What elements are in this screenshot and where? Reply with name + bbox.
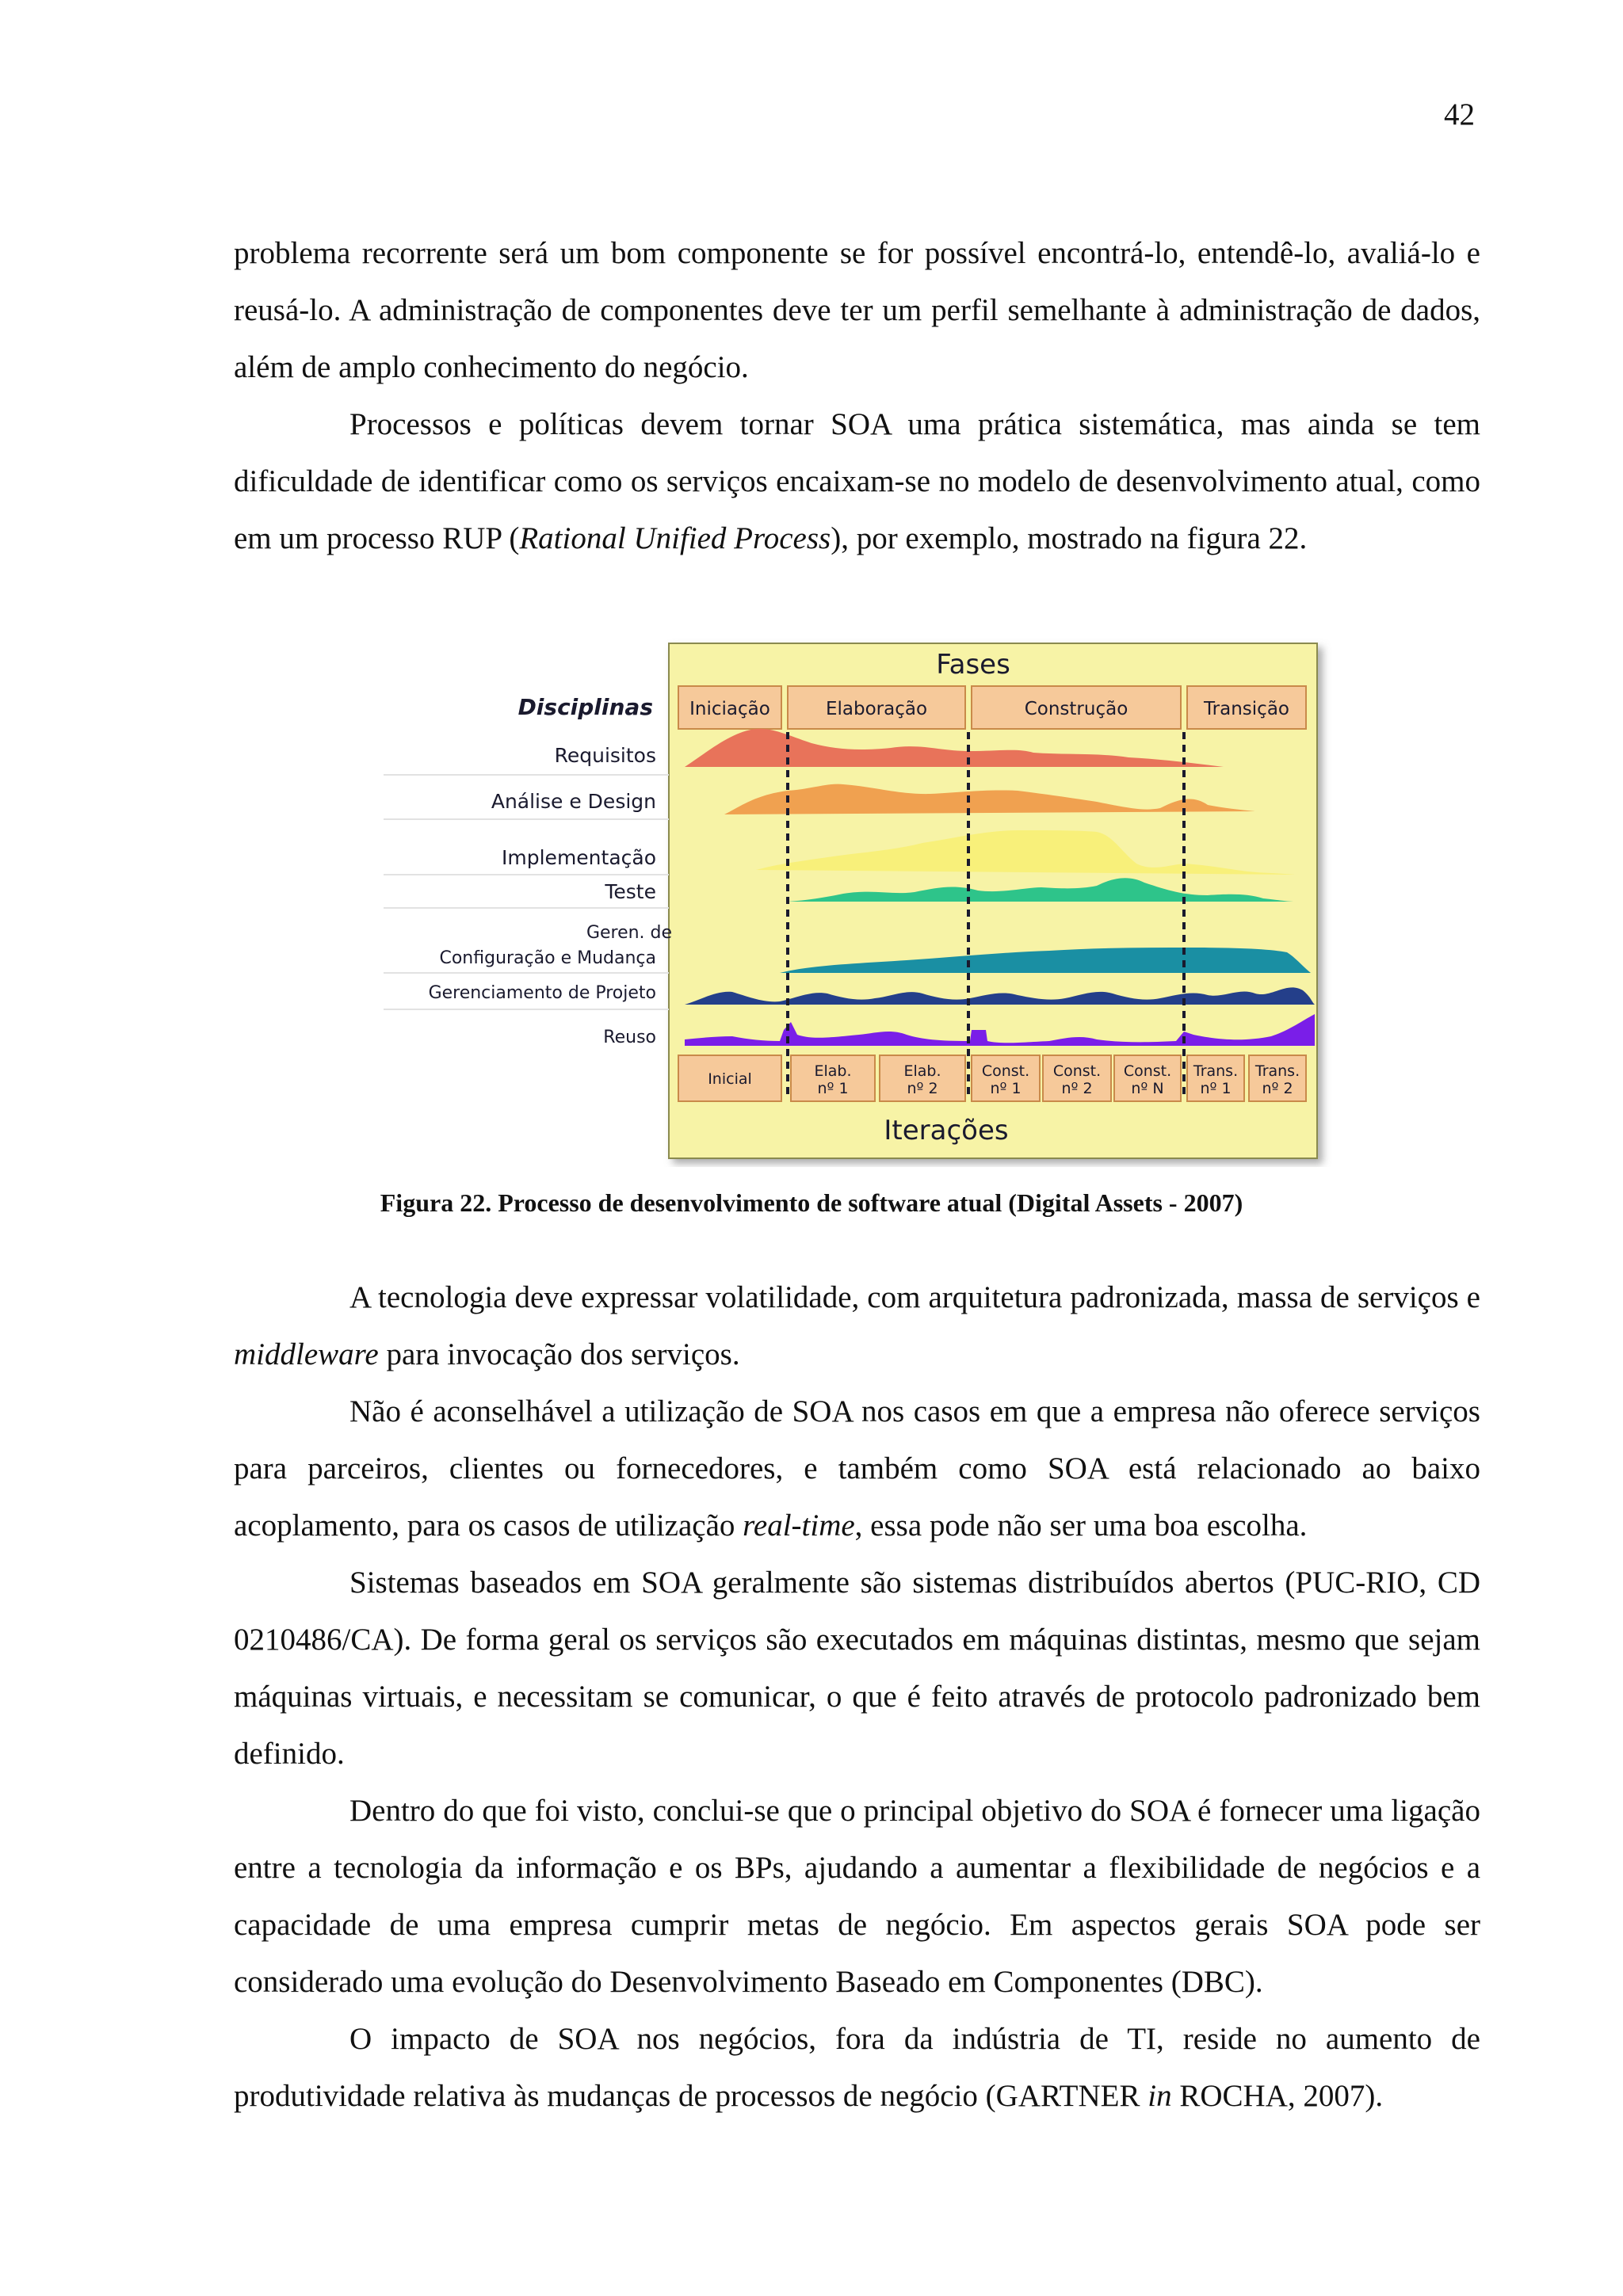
phase-label: Iniciação	[689, 699, 770, 719]
iteration-label: nº 2	[907, 1080, 938, 1097]
paragraph-7	[234, 2011, 1480, 2125]
discipline-label-gerenciamento-config-2: Configuração e Mudança	[439, 948, 656, 968]
paragraph-6: Dentro do que foi visto, conclui-se que o principal objetivo do SOA é fornecer uma ligação entre a tecnologia da informação e os BPs, ajudando a aumentar a flexibilidade de negócios e a capacidade de uma empresa cumprir metas de negócio. Em aspectos gerais SOA pode ser considerado uma evolução do Desenvolvimento Baseado em Componentes (DBC).	[234, 1794, 1480, 1999]
paragraph-4-italic: real-time	[743, 1508, 855, 1543]
figure-rup-diagram	[384, 632, 1335, 1167]
paragraph-3	[234, 1269, 1480, 1383]
discipline-label-teste: Teste	[605, 880, 656, 903]
paragraph-7-text-a: O impacto de SOA nos negócios, fora da indústria de TI, reside no aumento de produtividade relativa às mudanças de processos de negócio (GARTNER	[234, 2022, 1480, 2113]
phase-boxes	[678, 686, 1306, 729]
iteration-label: Const.	[1123, 1062, 1172, 1080]
phase-label: Construção	[1024, 699, 1128, 719]
discipline-label-implementacao: Implementação	[502, 846, 656, 869]
discipline-label-gerenciamento-config-1: Geren. de	[586, 923, 673, 943]
fases-title: Fases	[936, 649, 1010, 681]
iteration-label: nº N	[1131, 1080, 1164, 1097]
iteration-label: nº 2	[1262, 1080, 1293, 1097]
iteration-label: nº 1	[817, 1080, 849, 1097]
iteration-label: nº 1	[990, 1080, 1022, 1097]
paragraph-5: Sistemas baseados em SOA geralmente são sistemas distribuídos abertos (PUC-RIO, CD 0210486/CA). De forma geral os serviços são executados em máquinas distintas, mesmo que sejam máquinas virtuais, e necessitam se comunicar, o que é feito através de protocolo padronizado bem definido.	[234, 1566, 1480, 1771]
paragraph-7-text-c: ROCHA, 2007).	[1171, 2079, 1384, 2113]
phase-label: Elaboração	[825, 699, 928, 719]
paragraph-3-italic: middleware	[234, 1337, 379, 1371]
iteration-label: Inicial	[708, 1070, 752, 1088]
iteration-label: nº 1	[1200, 1080, 1232, 1097]
paragraph-4-text-a: Não é aconselhável a utilização de SOA nos casos em que a empresa não oferece serviços para parceiros, clientes ou fornecedores, e também como SOA está relacionado ao baixo acoplamento, para os casos de utilização	[234, 1394, 1480, 1543]
disciplinas-title: Disciplinas	[517, 694, 653, 720]
iteration-label: Elab.	[903, 1062, 941, 1080]
discipline-label-requisitos: Requisitos	[554, 744, 656, 767]
paragraph-2-italic: Rational Unified Process	[519, 521, 831, 555]
phase-label: Transição	[1204, 699, 1289, 719]
paragraph-3-text-c: para invocação dos serviços.	[378, 1337, 740, 1371]
iteration-label: Const.	[981, 1062, 1030, 1080]
discipline-label-analise: Análise e Design	[491, 790, 656, 813]
paragraph-7-italic: in	[1148, 2079, 1172, 2113]
discipline-label-gerenciamento-projeto: Gerenciamento de Projeto	[428, 983, 656, 1003]
iteracoes-title: Iterações	[884, 1115, 1009, 1146]
iteration-label: nº 2	[1061, 1080, 1093, 1097]
paragraph-2-text-a: Processos e políticas devem tornar SOA uma prática sistemática, mas ainda se tem dificuldade de identificar como os serviços encaixam-se no modelo de desenvolvimento atual, como em um processo RUP (	[234, 407, 1480, 555]
paragraph-2-text-c: ), por exemplo, mostrado na figura 22.	[831, 521, 1308, 555]
iteration-label: Trans.	[1193, 1062, 1239, 1080]
rup-diagram-svg	[384, 632, 1335, 1167]
iteration-label: Elab.	[814, 1062, 852, 1080]
paragraph-1: problema recorrente será um bom componente se for possível encontrá-lo, entendê-lo, avaliá-lo e reusá-lo. A administração de componentes deve ter um perfil semelhante à administração de dados, além de amplo conhecimento do negócio.	[234, 236, 1480, 384]
page-number: 42	[1444, 97, 1475, 132]
paragraph-4	[234, 1383, 1480, 1554]
paragraph-2	[234, 396, 1480, 567]
paragraph-3-text-a: A tecnologia deve expressar volatilidade, com arquitetura padronizada, massa de serviços e	[349, 1280, 1480, 1314]
paragraph-4-text-c: , essa pode não ser uma boa escolha.	[854, 1508, 1308, 1543]
iteration-label: Trans.	[1254, 1062, 1300, 1080]
figure-caption: Figura 22. Processo de desenvolvimento de software atual (Digital Assets - 2007)	[380, 1188, 1243, 1217]
iteration-label: Const.	[1052, 1062, 1102, 1080]
discipline-label-reuso: Reuso	[603, 1028, 656, 1047]
